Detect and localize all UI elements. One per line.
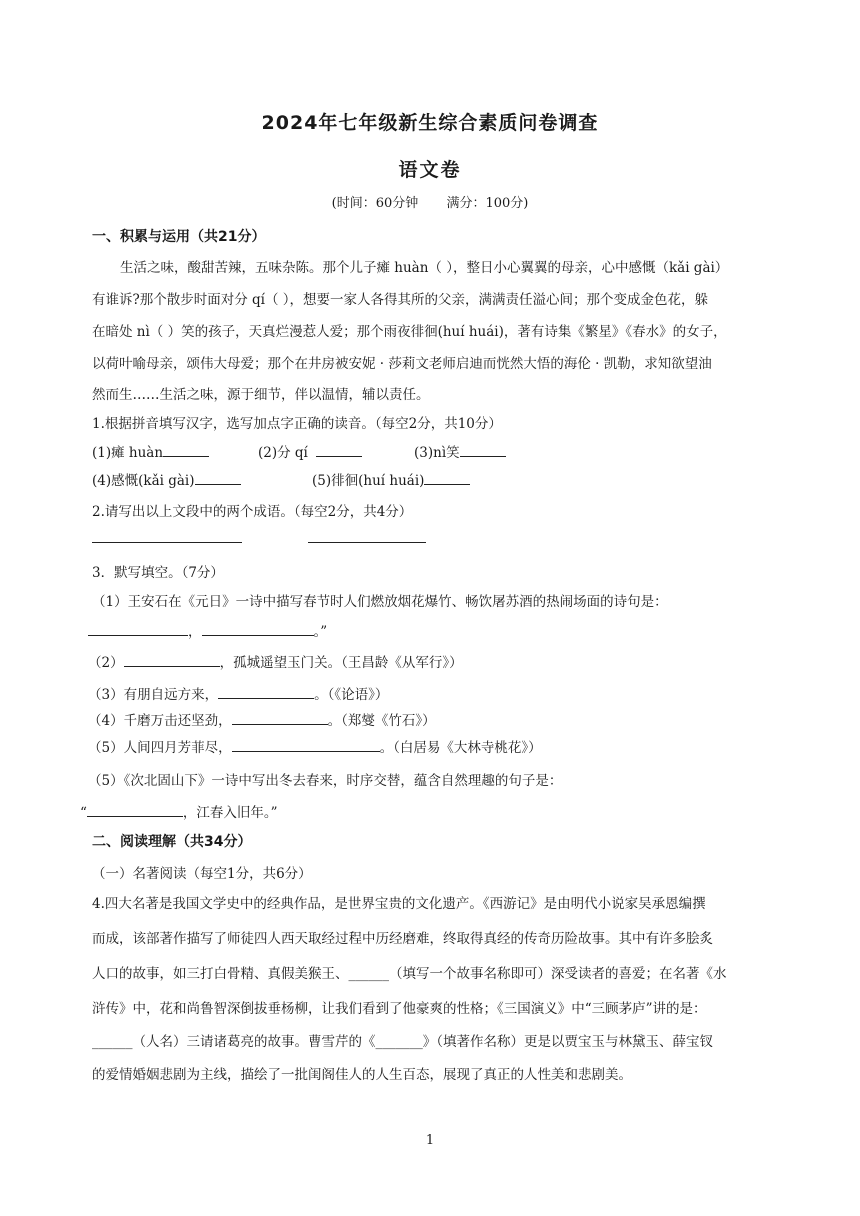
question-1-item: (5)徘徊(huí huái)	[312, 469, 470, 489]
question-3-item-2: （2） ，孤城遥望玉门关。（王昌龄《从军行》）	[88, 651, 463, 671]
question-4-line: 4.四大名著是我国文学史中的经典作品，是世界宝贵的文化遗产。《西游记》是由明代小说家吴承恩编撰	[92, 896, 706, 912]
question-2-prompt: 2.请写出以上文段中的两个成语。（每空2分，共4分）	[92, 504, 413, 520]
question-2-blanks	[92, 528, 426, 547]
question-1-prompt: 1.根据拼音填写汉字，选写加点字正确的读音。（每空2分，共10分）	[92, 416, 502, 432]
question-3-item-6: （5）《次北固山下》一诗中写出冬去春来，时序交替，蕴含自然理趣的句子是：	[88, 773, 563, 789]
subsection-heading: （一）名著阅读（每空1分，共6分）	[92, 866, 312, 882]
passage-line: 然而生……生活之味，源于细节，伴以温情，辅以责任。	[92, 387, 430, 403]
question-3-prompt: 3．默写填空。（7分）	[92, 565, 224, 581]
full-score: 满分：100分)	[446, 196, 529, 211]
passage-line: 在暗处 nì（ ）笑的孩子，天真烂漫惹人爱；那个雨夜徘徊(huí huái)，著有诗集《繁星》《春水》的女子，	[92, 324, 727, 340]
question-3-item-5: （5）人间四月芳菲尽， 。（白居易《大林寺桃花》）	[88, 736, 542, 756]
answer-blank[interactable]	[460, 442, 506, 457]
question-1-item: (3)nì笑	[414, 441, 506, 461]
answer-blank[interactable]	[163, 442, 209, 457]
answer-blank[interactable]	[202, 621, 314, 636]
answer-blank[interactable]	[232, 737, 380, 752]
question-4-line: 的爱情婚姻悲剧为主线，描绘了一批闺阁佳人的人生百态，展现了真正的人性美和悲剧美。	[92, 1067, 632, 1083]
question-1-item: (1)瘫 huàn	[92, 441, 209, 461]
answer-blank[interactable]	[316, 442, 362, 457]
question-3-item-1: （1）王安石在《元日》一诗中描写春节时人们燃放烟花爆竹、畅饮屠苏酒的热闹场面的诗句是：	[92, 594, 668, 610]
answer-blank[interactable]	[308, 528, 426, 543]
answer-blank[interactable]	[195, 470, 241, 485]
answer-blank[interactable]	[232, 710, 328, 725]
answer-blank[interactable]	[218, 684, 314, 699]
question-3-item-4: （4）千磨万击还坚劲， 。（郑燮《竹石》）	[88, 709, 436, 729]
answer-blank[interactable]	[424, 470, 470, 485]
answer-blank[interactable]	[88, 621, 188, 636]
question-3-item-1-answer: ， 。”	[88, 620, 327, 640]
passage-line: 有谁诉?那个散步时面对分 qí（ ），想要一家人各得其所的父亲，满满责任溢心间；那个变成金色花，躲	[92, 292, 709, 308]
answer-blank[interactable]	[124, 652, 220, 667]
question-4-line: 而成，该部著作描写了师徒四人西天取经过程中历经磨难，终取得真经的传奇历险故事。其中有许多脍炙	[92, 931, 713, 947]
answer-blank[interactable]	[92, 528, 242, 543]
section-heading-1: 一、积累与运用（共21分）	[92, 229, 266, 245]
time-limit: (时间：60分钟	[331, 196, 419, 211]
exam-meta	[0, 192, 860, 211]
question-1-item: (4)感慨(kǎi gài)	[92, 469, 241, 489]
passage-line: 以荷叶喻母亲，颂伟大母爱；那个在井房被安妮 · 莎莉文老师启迪而恍然大悟的海伦 · 凯勒，求知欲望油	[92, 356, 712, 372]
passage-line: 生活之味，酸甜苦辣，五味杂陈。那个儿子瘫 huàn（ ），整日小心翼翼的母亲，心中感慨（kǎi gài）	[120, 260, 729, 276]
page-title: 2024年七年级新生综合素质问卷调查	[261, 112, 599, 134]
page-subtitle: 语文卷	[398, 159, 462, 181]
question-3-item-3: （3）有朋自远方来， 。（《论语》）	[88, 683, 388, 703]
question-1-item: (2)分 qí	[258, 441, 362, 461]
question-3-item-6-answer: “ ，江春入旧年。”	[80, 801, 278, 821]
page-number: 1	[425, 1133, 435, 1148]
answer-blank[interactable]	[87, 802, 183, 817]
question-4-line: ______（人名）三请诸葛亮的故事。曹雪芹的《_______》（填著作名称）更是以贾宝玉与林黛玉、薛宝钗	[92, 1034, 713, 1050]
section-heading-2: 二、阅读理解（共34分）	[92, 834, 252, 850]
question-4-line: 人口的故事，如三打白骨精、真假美猴王、______（填写一个故事名称即可）深受读者的喜爱；在名著《水	[92, 966, 727, 982]
question-4-line: 浒传》中，花和尚鲁智深倒拔垂杨柳，让我们看到了他豪爽的性格；《三国演义》中“三顾茅庐”讲的是：	[92, 1001, 707, 1017]
